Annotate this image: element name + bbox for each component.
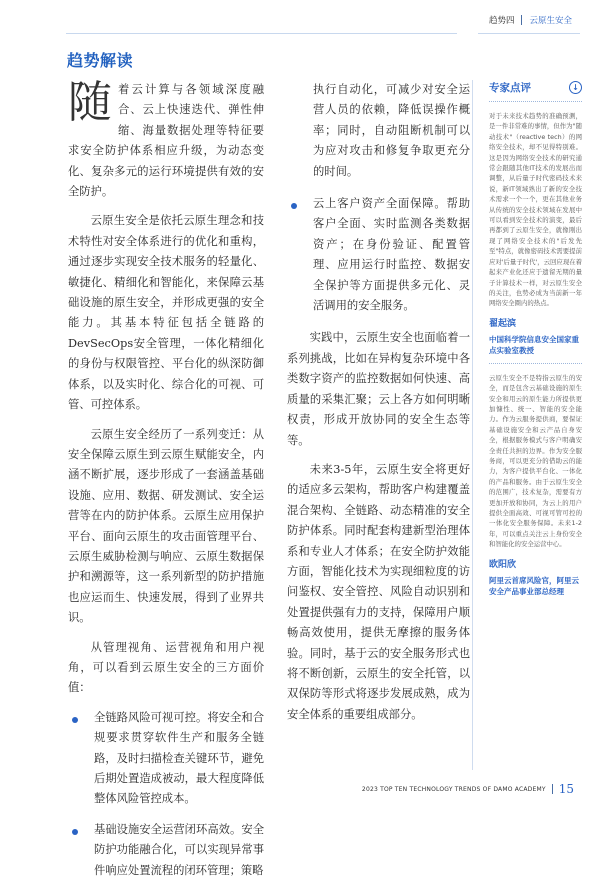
column-divider (472, 80, 473, 770)
footer-text: 2023 TOP TEN TECHNOLOGY TRENDS OF DAMO ACADEMY (361, 785, 546, 793)
bullet-continuation (287, 80, 470, 182)
top-rule (66, 33, 457, 34)
paragraph-evolution: 云原生安全经历了一系列变迁：从安全保障云原生到云原生赋能安全，内涵不断扩展，逐步形成了一套涵盖基础设施、应用、数据、研发测试、安全运营等在内的防护体系。云原生应用保护平台、面向云原生的攻击面管理平台、云原生威胁检测与响应、云原生数据保护和溯源等，这一系列新型的防护措施也应运而生、快速发展，得到了业界共识。 (68, 427, 264, 625)
paragraph-value-intro: 从管理视角、运营视角和用户视角，可以看到云原生安全的三方面价值： (68, 640, 264, 695)
bullet-item (68, 820, 264, 881)
section-title: 趋势解读 (67, 51, 134, 70)
intro-paragraph (68, 77, 264, 202)
section-subtitle: 云原生安全 (529, 16, 572, 26)
header-divider (521, 15, 522, 25)
expert-name: 翟起滨 (489, 318, 517, 329)
paragraph-future: 未来3-5年，云原生安全将更好的适应多云架构，帮助客户构建覆盖混合架构、全链路、动态精准的安全防护体系。同时配套构建新型治理体系和专业人才体系；在安全防护效能方面，智能化技术为实现细粒度的访问鉴权、安全管控、风险自动识别和处置提供强有力的支持，保障用户顺畅高效使用，提供无摩擦的服务体验。同时，基于云的安全服务形式也将不断创新，云原生的安全托管，以双保防等形式将逐步发展成熟，成为安全体系的重要组成部分。 (287, 462, 470, 721)
drop-cap: 随 (68, 77, 112, 128)
page-number: 15 (558, 782, 574, 796)
page-footer (362, 782, 574, 796)
intro-text: 着云计算与各领域深度融合、云上快速迭代、弹性伸缩、海量数据处理等特征要求安全防护体系相应升级，为动态变化、复杂多元的运行环境提供有效的安全防护。 (68, 83, 264, 199)
bullet-dot-icon (72, 829, 78, 835)
bullet-text: 云上客户资产全面保障。帮助客户全面、实时监测各类数据资产；在身份验证、配置管理、应用运行时监控、数据安全保护等方面提供多元化、灵活调用的安全服务。 (313, 197, 470, 313)
paragraph-definition: 云原生安全是依托云原生理念和技术特性对安全体系进行的优化和重构，通过逐步实现安全技术服务的轻量化、敏捷化、精细化和智能化，来保障云基础设施的原生安全，并形成更强的安全能力。其基本特征包括全链路的DevSecOps安全管理，一体化精细化的身份与权限管控、平台化的纵深防御体系，以及实时化、综合化的可视、可管、可控体系。 (68, 214, 264, 412)
page-header (489, 14, 572, 26)
bullet-dot-icon (291, 203, 297, 209)
main-column-right (287, 80, 470, 734)
bullet-item (68, 708, 264, 810)
bullet-text: 基础设施安全运营闭环高效。安全防护功能融合化，可以实现异常事件响应处置流程的闭环管理；策略 (94, 822, 264, 877)
footer-divider (552, 784, 553, 794)
arrow-down-circle-icon: ↓ (569, 81, 582, 94)
expert-comment: 云原生安全不是特指云原生的安全，而是包含云基础设施的原生安全和用云的原生能力所提供更加慷性、统一、智能的安全能力。作为云服务提供商，要保证基础设施安全和云产品自身安全，根据服务模式与客户明确安全责任共担的边界。作为安全服务商，可以更充分的借助云的能力，为客户提供平台化、一体化的产品和服务。由于云原生安全的范围广，技术复杂，需要有方更加开放和协同，为云上的用户提供全面高效、可视可管可控的一体化安全服务保障。未来1-2年，可以重点关注云上身份安全和智能化的安全运营中心。 (489, 373, 582, 549)
expert-affiliation: 阿里云首席风险官，阿里云安全产品事业部总经理 (489, 575, 579, 597)
top-rule-sidebar (478, 33, 580, 34)
section-label: 趋势四 (488, 16, 515, 26)
bullet-text: 执行自动化，可减少对安全运营人员的依赖，降低误操作概率；同时，自动阻断机制可以为应对攻击和修复争取更充分的时间。 (313, 83, 470, 178)
expert-heading: 专家点评 (489, 82, 531, 94)
bullet-item (287, 194, 470, 316)
expert-affiliation: 中国科学院信息安全国家重点实验室教授 (489, 334, 582, 364)
expert-comment: 对于未来技术趋势的准确预测，是一件非常难的事情，但作为"随动技术"（reactive tech）的网络安全技术，却不见得特别难。这是因为网络安全技术的研究通常会跟随其他IT技术的发展出而调整，从后量子时代密码技术来说，新IT领域熟出了新的安全技术需求一个一个，更在其他业务从传统的安全技术领域在发展中可以看到安全技术的演变，最后再都到了云原生安全，就像刚出现了网络安全技术的"后发先至"特点，就像密码技术需要提前应对'后量子时代'，云回应现在着起来产业化还应于遗留无期的量子计算技术一样，对云原生安全的关注，也势必成为当前新一年网络安全圈内的热点。 (489, 112, 582, 308)
expert-sidebar (489, 80, 582, 604)
paragraph-challenges: 实践中，云原生安全也面临着一系列挑战，比如在异构复杂环境中各类数字资产的监控数据如何快速、高质量的采集汇聚；云上各方如何明晰权责，形成开放协同的安全生态等等。 (287, 331, 470, 447)
main-column-left (68, 77, 264, 891)
expert-name: 欧阳欣 (489, 559, 517, 570)
bullet-dot-icon (72, 717, 78, 723)
expert-heading-bar (489, 80, 582, 102)
bullet-text: 全链路风险可视可控。将安全和合规要求贯穿软件生产和服务全链路，及时扫描检查关键环节，避免后期处置造成被动，最大程度降低整体风险管控成本。 (94, 710, 264, 806)
